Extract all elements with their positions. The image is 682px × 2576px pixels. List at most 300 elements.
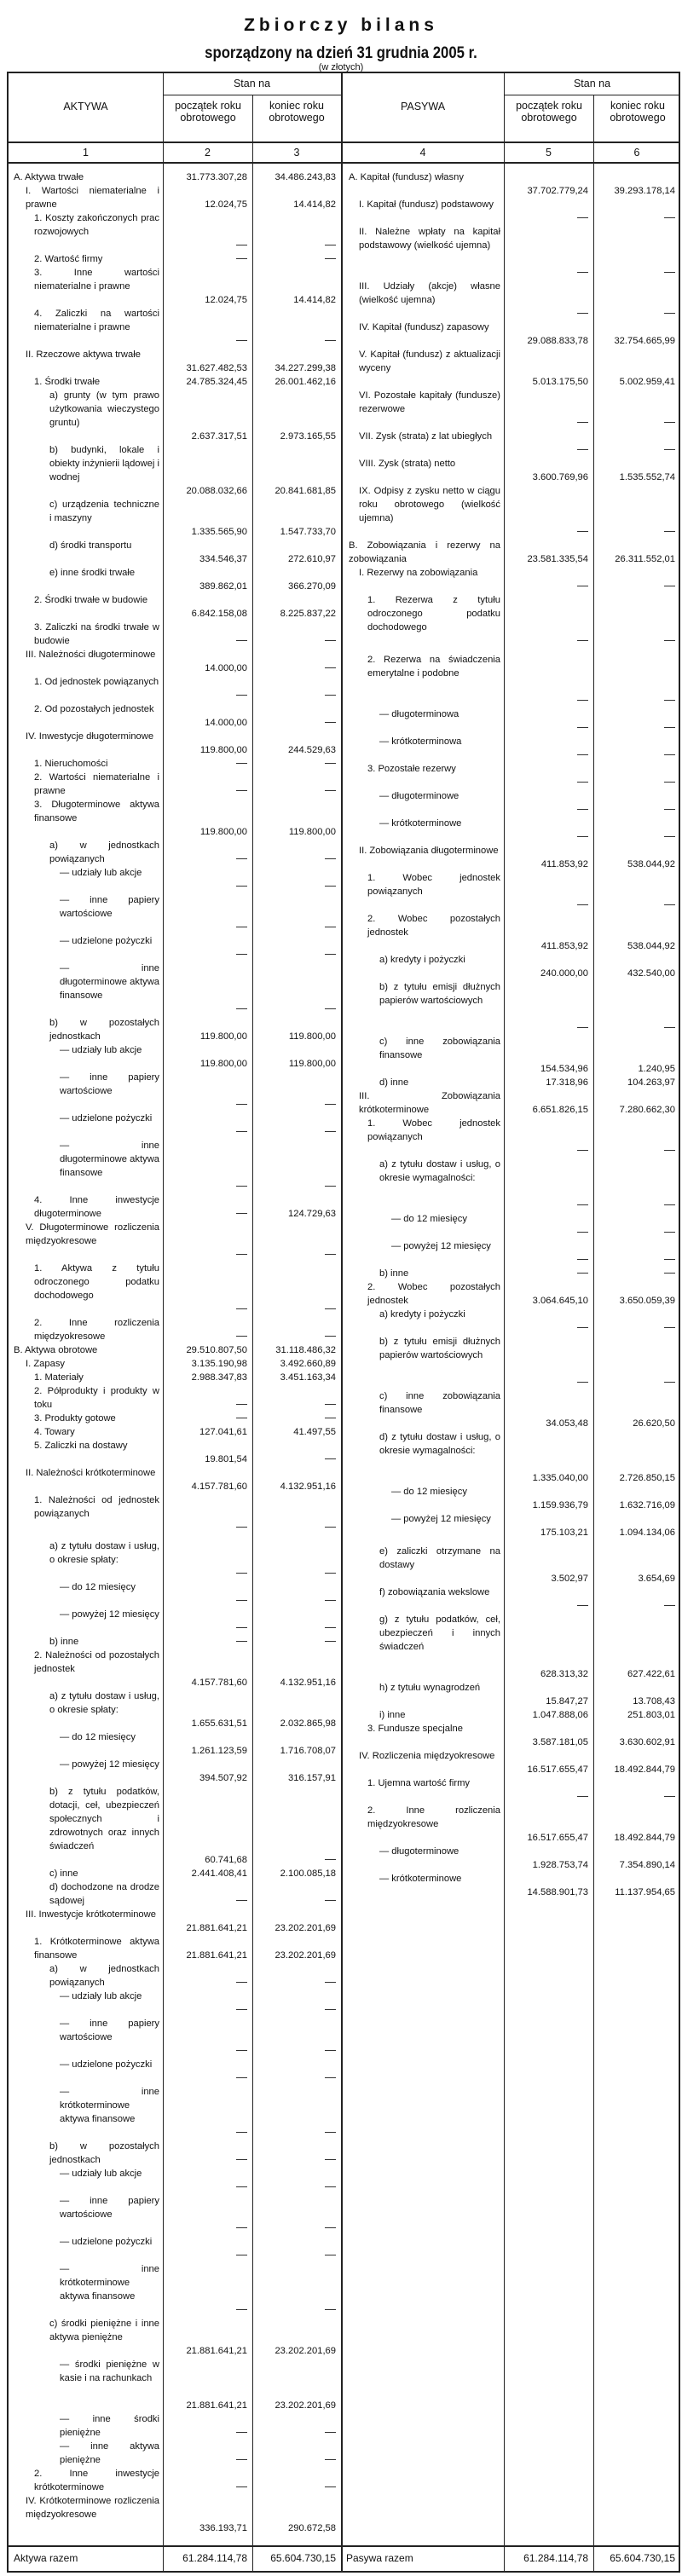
dash-icon (325, 1186, 336, 1187)
row-label: — udzielone pożyczki (60, 1113, 153, 1123)
table-row (342, 1308, 680, 1335)
dash-icon (577, 1273, 588, 1274)
row-label: 3. Długoterminowe aktywa finansowe (34, 800, 159, 823)
table-row (9, 866, 341, 893)
value-start-of-year: 21.881.641,21 (186, 2346, 247, 2356)
value-start-of-year: 1.261.123,59 (191, 1746, 247, 1756)
value-end-of-year (252, 1521, 341, 1534)
value-start-of-year: 24.785.324,45 (186, 377, 247, 387)
row-label: 1. Wobec jednostek powiązanych (367, 873, 500, 897)
value-start-of-year: 5.013.175,50 (532, 377, 588, 387)
value-end-of-year (252, 1302, 341, 1316)
header-koniec-pasywa: koniec roku obrotowego (610, 100, 666, 124)
value-end-of-year: 538.044,92 (627, 859, 675, 869)
value-start-of-year: 127.041,61 (199, 1427, 247, 1437)
value-start-of-year (163, 2453, 252, 2467)
row-label: — długoterminowe (379, 1846, 459, 1857)
table-row (342, 539, 680, 566)
value-end-of-year: 119.800,00 (288, 1059, 336, 1069)
table-row (342, 1485, 680, 1512)
dash-icon (577, 904, 588, 905)
value-start-of-year: 3.502,97 (551, 1574, 588, 1584)
dash-icon (325, 2159, 336, 2160)
value-start-of-year: 4.157.781,60 (191, 1678, 247, 1688)
value-end-of-year: 41.497,55 (293, 1427, 336, 1437)
document-title: Zbiorczy bilans (244, 15, 438, 35)
dash-icon (577, 1327, 588, 1328)
row-label: 2. Inne rozliczenia międzyokresowe (34, 1318, 159, 1342)
table-row (342, 1335, 680, 1389)
value-end-of-year (593, 694, 680, 708)
row-label: IV. Krótkoterminowe rozliczenia międzyokresowe (26, 2496, 159, 2520)
table-row (9, 2494, 341, 2535)
table-row (9, 1193, 341, 1221)
row-label: 5. Zaliczki na dostawy (34, 1441, 128, 1451)
dash-icon (577, 1796, 588, 1797)
header-stan-na-pasywa: Stan na (573, 78, 611, 90)
value-start-of-year: 15.847,27 (546, 1696, 588, 1707)
row-label: 3. Inne wartości niematerialne i prawne (34, 268, 159, 292)
table-row (9, 1580, 341, 1608)
dash-icon (236, 2159, 247, 2160)
dash-icon (325, 722, 336, 723)
value-start-of-year: 628.313,32 (540, 1669, 588, 1679)
dash-icon (236, 2009, 247, 2010)
row-label: IV. Rozliczenia międzyokresowe (359, 1751, 495, 1761)
value-end-of-year (252, 921, 341, 934)
row-label: — inne papiery wartościowe (60, 2019, 159, 2042)
table-row (9, 2235, 341, 2262)
value-end-of-year (252, 1635, 341, 1649)
value-end-of-year: 26.311.552,01 (615, 554, 675, 564)
table-row (342, 389, 680, 430)
dash-icon (236, 790, 247, 791)
dash-icon (577, 700, 588, 701)
value-end-of-year: 272.610,97 (288, 554, 336, 564)
table-row (342, 1389, 680, 1430)
row-label: 3. Zaliczki na środki trwałe w budowie (34, 622, 159, 646)
table-row (342, 225, 680, 280)
table-row (9, 839, 341, 866)
row-label: c) urządzenia techniczne i maszyny (49, 500, 159, 523)
row-label: 1. Nieruchomości (34, 759, 108, 769)
row-label: a) w jednostkach powiązanych (49, 840, 159, 864)
table-row (342, 1239, 680, 1267)
table-row (342, 593, 680, 648)
table-row (9, 1880, 341, 1908)
value-start-of-year (504, 443, 593, 457)
dash-icon (577, 809, 588, 810)
row-label: I. Zapasy (26, 1359, 66, 1369)
dash-icon (577, 1204, 588, 1205)
table-row (9, 1990, 341, 2017)
dash-icon (577, 313, 588, 314)
dash-icon (664, 640, 675, 641)
row-label: — inne długoterminowe aktywa finansowe (60, 1141, 159, 1178)
value-end-of-year (252, 2221, 341, 2235)
table-row (342, 1280, 680, 1308)
value-end-of-year: 34.227.299,38 (275, 363, 336, 373)
value-start-of-year: 16.517.655,47 (527, 1833, 588, 1843)
header-aktywa: AKTYWA (63, 101, 108, 113)
row-label: — inne długoterminowe aktywa finansowe (60, 963, 159, 1001)
row-label: VII. Zysk (strata) z lat ubiegłych (359, 431, 493, 442)
dash-icon (664, 727, 675, 728)
dash-icon (236, 1900, 247, 1901)
value-start-of-year (504, 1253, 593, 1267)
dash-icon (236, 1008, 247, 1009)
value-end-of-year (252, 2453, 341, 2467)
row-label: — krótkoterminowe (379, 818, 462, 829)
row-label: 1. Od jednostek powiązanych (34, 677, 159, 687)
table-row (9, 2467, 341, 2494)
dash-icon (236, 1982, 247, 1983)
value-start-of-year (504, 1321, 593, 1335)
table-row (9, 1262, 341, 1316)
value-end-of-year: 251.803,01 (627, 1710, 675, 1720)
table-row (9, 2194, 341, 2235)
table-row (342, 1117, 680, 1158)
value-end-of-year: 26.001.462,16 (275, 377, 336, 387)
row-label: b) z tytułu emisji dłużnych papierów wartościowych (379, 982, 500, 1006)
row-label: — inne krótkoterminowe aktywa finansowe (60, 2087, 159, 2124)
value-end-of-year: 124.729,63 (288, 1209, 336, 1219)
dash-icon (577, 531, 588, 532)
row-label: b) z tytułu podatków, dotacji, ceł, ubezpieczeń społecznych i zdrowotnych oraz innych świadczeń (49, 1787, 159, 1851)
dash-icon (664, 531, 675, 532)
dash-icon (325, 1404, 336, 1405)
table-row (342, 430, 680, 457)
row-label: — do 12 miesięcy (60, 1582, 136, 1592)
row-label: a) grunty (w tym prawo użytkowania wieczystego gruntu) (49, 390, 159, 428)
value-end-of-year: 11.137.954,65 (615, 1887, 675, 1897)
value-start-of-year (163, 1976, 252, 1990)
dash-icon (236, 886, 247, 887)
value-end-of-year (252, 1567, 341, 1580)
dash-icon (236, 2432, 247, 2433)
row-label: 2. Wartości niematerialne i prawne (34, 772, 159, 796)
value-end-of-year (252, 1594, 341, 1608)
table-row (9, 2017, 341, 2058)
row-label: 3. Produkty gotowe (34, 1413, 116, 1424)
dash-icon (325, 1859, 336, 1860)
value-start-of-year: 21.881.641,21 (186, 1950, 247, 1961)
table-row (9, 211, 341, 252)
dash-icon (325, 340, 336, 341)
table-row (9, 934, 341, 962)
dash-icon (325, 1131, 336, 1132)
header-stan-na-aktywa: Stan na (233, 78, 271, 90)
row-label: i) inne (379, 1710, 406, 1720)
row-label: B. Aktywa obrotowe (14, 1345, 98, 1355)
value-start-of-year: 334.546,37 (199, 554, 247, 564)
value-start-of-year: 119.800,00 (199, 1059, 247, 1069)
value-end-of-year (593, 1021, 680, 1035)
dash-icon (664, 449, 675, 450)
value-start-of-year: 1.159.936,79 (532, 1500, 588, 1510)
value-end-of-year: 3.451.163,34 (280, 1372, 336, 1383)
value-end-of-year (252, 880, 341, 893)
table-row (9, 675, 341, 702)
table-row (342, 198, 680, 225)
value-end-of-year (593, 1198, 680, 1212)
value-start-of-year: 2.637.317,51 (191, 431, 247, 442)
value-end-of-year (252, 948, 341, 962)
row-label: 3. Fundusze specjalne (367, 1724, 463, 1734)
dash-icon (236, 2459, 247, 2460)
value-start-of-year (504, 525, 593, 539)
table-row (9, 702, 341, 730)
value-end-of-year: 3.650.059,39 (619, 1296, 675, 1306)
dash-icon (664, 782, 675, 783)
table-row (342, 348, 680, 389)
value-start-of-year: 154.534,96 (540, 1064, 588, 1074)
row-label: — krótkoterminowe (379, 1874, 462, 1884)
header-poczatek-aktywa: początek roku obrotowego (175, 100, 241, 124)
value-start-of-year (163, 689, 252, 702)
value-end-of-year: 2.032.865,98 (280, 1718, 336, 1729)
row-label: B. Zobowiązania i rezerwy na zobowiązania (349, 540, 500, 564)
dash-icon (664, 1605, 675, 1606)
row-label: II. Należne wpłaty na kapitał podstawowy (wielkość ujemna) (359, 227, 500, 251)
table-row (9, 1608, 341, 1635)
value-start-of-year: 411.853,92 (540, 859, 588, 869)
value-start-of-year (504, 307, 593, 321)
row-label: — udziały lub akcje (60, 1045, 142, 1055)
table-row (9, 1043, 341, 1071)
row-label: 2. Należności od pozostałych jednostek (34, 1650, 159, 1674)
column-number: 5 (546, 147, 552, 159)
row-label: — udziały lub akcje (60, 868, 142, 878)
column-number: 6 (633, 147, 640, 159)
table-row (9, 443, 341, 498)
table-row (9, 2440, 341, 2467)
table-row (9, 307, 341, 348)
value-end-of-year: 32.754.665,99 (614, 336, 675, 346)
row-label: a) w jednostkach powiązanych (49, 1964, 159, 1988)
value-start-of-year (163, 1180, 252, 1193)
row-label: III. Inwestycje krótkoterminowe (26, 1909, 156, 1920)
dash-icon (664, 1232, 675, 1233)
row-label: I. Kapitał (fundusz) podstawowy (359, 199, 494, 210)
value-start-of-year: 389.862,01 (199, 581, 247, 592)
dash-icon (236, 1131, 247, 1132)
row-label: d) inne (379, 1077, 409, 1088)
table-row (9, 1962, 341, 1990)
dash-icon (325, 858, 336, 859)
header-pasywa: PASYWA (400, 101, 446, 113)
dash-icon (577, 1259, 588, 1260)
value-end-of-year (252, 1976, 341, 1990)
dash-icon (236, 1336, 247, 1337)
row-label: b) inne (49, 1637, 79, 1647)
row-label: — udziały lub akcje (60, 1991, 142, 2001)
dash-icon (664, 217, 675, 218)
dash-icon (664, 272, 675, 273)
value-start-of-year (163, 252, 252, 266)
value-end-of-year: 290.672,58 (288, 2523, 336, 2533)
table-row (342, 789, 680, 817)
value-start-of-year: 29.510.807,50 (186, 1345, 247, 1355)
dash-icon (236, 954, 247, 955)
table-row (342, 321, 680, 348)
table-row (342, 912, 680, 953)
value-start-of-year: 29.088.833,78 (527, 336, 588, 346)
dash-icon (577, 640, 588, 641)
value-end-of-year (593, 266, 680, 280)
value-end-of-year (593, 1144, 680, 1158)
value-end-of-year (252, 1248, 341, 1262)
table-row (9, 2167, 341, 2194)
dash-icon (325, 667, 336, 668)
row-label: 2. Wobec pozostałych jednostek (367, 1282, 500, 1306)
value-end-of-year: 26.620,50 (633, 1418, 675, 1429)
value-start-of-year: 336.193,71 (199, 2523, 247, 2533)
dash-icon (236, 1254, 247, 1255)
dash-icon (236, 695, 247, 696)
value-end-of-year: 20.841.681,85 (275, 486, 336, 496)
dash-icon (664, 754, 675, 755)
value-end-of-year (252, 2180, 341, 2194)
row-label: 4. Zaliczki na wartości niematerialne i prawne (34, 309, 159, 332)
value-start-of-year: 3.600.769,96 (532, 472, 588, 482)
value-start-of-year (504, 803, 593, 817)
value-start-of-year: 21.881.641,21 (186, 1923, 247, 1933)
value-start-of-year (504, 211, 593, 225)
table-row (342, 817, 680, 844)
table-row (9, 1466, 341, 1493)
row-label: — powyżej 12 miesięcy (391, 1514, 491, 1524)
dash-icon (664, 836, 675, 837)
value-end-of-year (252, 1453, 341, 1466)
value-end-of-year (252, 689, 341, 702)
row-label: — do 12 miesięcy (60, 1732, 136, 1742)
value-end-of-year (593, 307, 680, 321)
value-start-of-year (163, 2126, 252, 2140)
dash-icon (325, 640, 336, 641)
row-label: A. Kapitał (fundusz) własny (349, 172, 464, 182)
table-row (9, 2412, 341, 2440)
value-end-of-year (252, 2153, 341, 2167)
value-end-of-year: 538.044,92 (627, 941, 675, 951)
value-start-of-year: 411.853,92 (540, 941, 588, 951)
value-end-of-year: 1.716.708,07 (280, 1746, 336, 1756)
value-start-of-year (163, 2426, 252, 2440)
value-start-of-year: 12.024,75 (205, 199, 247, 210)
header-koniec-aktywa: koniec roku obrotowego (269, 100, 325, 124)
row-label: 1. Należności od jednostek powiązanych (34, 1495, 159, 1519)
table-row (342, 1512, 680, 1539)
value-start-of-year (163, 239, 252, 252)
table-row (342, 457, 680, 484)
value-end-of-year (593, 830, 680, 844)
row-label: 2. Od pozostałych jednostek (34, 704, 154, 714)
value-end-of-year: 5.002.959,41 (619, 377, 675, 387)
value-start-of-year (163, 1398, 252, 1412)
currency-unit: (w złotych) (318, 62, 364, 72)
value-end-of-year (252, 757, 341, 771)
value-start-of-year (504, 580, 593, 593)
value-start-of-year: 23.581.335,54 (527, 554, 588, 564)
value-end-of-year: 23.202.201,69 (275, 1950, 336, 1961)
dash-icon (577, 754, 588, 755)
value-start-of-year: 4.157.781,60 (191, 1481, 247, 1492)
dash-icon (325, 2186, 336, 2187)
table-row (342, 1708, 680, 1722)
value-end-of-year (593, 525, 680, 539)
dash-icon (577, 272, 588, 273)
dash-icon (325, 695, 336, 696)
table-row (9, 1785, 341, 1867)
value-start-of-year (163, 1330, 252, 1343)
row-label: 2. Środki trwałe w budowie (34, 595, 148, 605)
table-row (342, 566, 680, 593)
divider (9, 162, 680, 164)
value-start-of-year (163, 2071, 252, 2085)
table-row (342, 871, 680, 912)
dash-icon (325, 1982, 336, 1983)
dash-icon (325, 258, 336, 259)
dash-icon (325, 1104, 336, 1105)
dash-icon (577, 1382, 588, 1383)
pasywa-total-start: 61.284.114,78 (523, 2552, 588, 2564)
dash-icon (236, 1573, 247, 1574)
dash-icon (325, 2486, 336, 2487)
row-label: IV. Kapitał (fundusz) zapasowy (359, 322, 489, 332)
value-end-of-year (593, 1253, 680, 1267)
table-row (9, 375, 341, 389)
value-end-of-year: 7.354.890,14 (619, 1860, 675, 1870)
value-end-of-year: 119.800,00 (288, 827, 336, 837)
value-end-of-year: 39.293.178,14 (614, 186, 675, 196)
table-row (9, 1016, 341, 1043)
value-end-of-year: 14.414,82 (293, 295, 336, 305)
dash-icon (325, 2077, 336, 2078)
value-end-of-year: 627.422,61 (627, 1669, 675, 1679)
table-row (342, 1722, 680, 1749)
table-row (9, 252, 341, 266)
value-start-of-year (163, 2481, 252, 2494)
dash-icon (325, 1254, 336, 1255)
value-start-of-year: 19.801,54 (205, 1454, 247, 1464)
row-label: V. Kapitał (fundusz) z aktualizacji wyceny (359, 349, 500, 373)
table-row (342, 1804, 680, 1845)
table-row (9, 1384, 341, 1412)
value-end-of-year: 4.132.951,16 (280, 1678, 336, 1688)
row-label: b) z tytułu emisji dłużnych papierów wartościowych (379, 1337, 500, 1360)
value-end-of-year (252, 716, 341, 730)
table-row (9, 1425, 341, 1439)
aktywa-total-label: Aktywa razem (14, 2552, 78, 2564)
row-label: — do 12 miesięcy (391, 1214, 467, 1224)
dash-icon (325, 1600, 336, 1601)
value-start-of-year: 60.741,68 (205, 1855, 247, 1865)
dash-icon (325, 1641, 336, 1642)
dash-icon (577, 422, 588, 423)
row-label: — powyżej 12 miesięcy (391, 1241, 491, 1251)
dash-icon (664, 809, 675, 810)
value-end-of-year: 1.547.733,70 (280, 527, 336, 537)
table-row (9, 1730, 341, 1758)
document-subtitle: sporządzony na dzień 31 grudnia 2005 r. (205, 44, 477, 62)
value-start-of-year (163, 2303, 252, 2317)
value-start-of-year: 2.988.347,83 (191, 1372, 247, 1383)
dash-icon (236, 1404, 247, 1405)
dash-icon (577, 1150, 588, 1151)
row-label: a) z tytułu dostaw i usług, o okresie spłaty: (49, 1691, 159, 1715)
value-start-of-year (504, 1226, 593, 1239)
row-label: 3. Pozostałe rezerwy (367, 764, 456, 774)
